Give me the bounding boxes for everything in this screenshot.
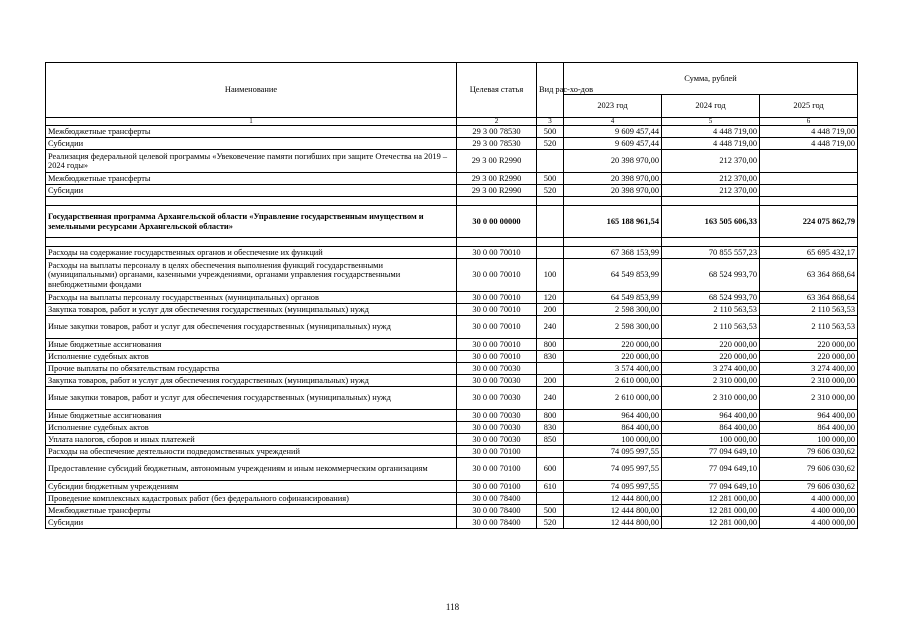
row-value-2023: 3 574 400,00 — [564, 363, 662, 375]
row-type — [537, 197, 564, 206]
row-name: Иные бюджетные ассигнования — [46, 339, 457, 351]
row-name: Исполнение судебных актов — [46, 422, 457, 434]
row-code: 30 0 00 00000 — [457, 206, 537, 238]
row-value-2025 — [760, 150, 858, 173]
row-value-2024 — [662, 238, 760, 247]
row-name: Межбюджетные трансферты — [46, 505, 457, 517]
row-code: 30 0 00 70030 — [457, 375, 537, 387]
table-row — [46, 458, 858, 481]
row-name: Государственная программа Архангельской области «Управление государственным имуществом и земельными ресурсами Архангельской области» — [46, 206, 457, 238]
row-name: Проведение комплексных кадастровых работ (без федерального софинансирования) — [46, 493, 457, 505]
table-row — [46, 197, 858, 206]
row-value-2024: 2 110 563,53 — [662, 304, 760, 316]
row-name: Расходы на обеспечение деятельности подведомственных учреждений — [46, 446, 457, 458]
row-value-2024: 220 000,00 — [662, 351, 760, 363]
row-value-2025 — [760, 173, 858, 185]
row-code: 29 3 00 78530 — [457, 138, 537, 150]
table-row — [46, 363, 858, 375]
row-code: 30 0 00 70030 — [457, 410, 537, 422]
row-type: 600 — [537, 458, 564, 481]
row-value-2024: 12 281 000,00 — [662, 493, 760, 505]
row-type — [537, 206, 564, 238]
row-type — [537, 247, 564, 259]
table-row — [46, 247, 858, 259]
row-value-2025: 4 400 000,00 — [760, 505, 858, 517]
row-value-2025: 79 606 030,62 — [760, 446, 858, 458]
header-sum: Сумма, рублей — [564, 63, 858, 95]
row-code: 30 0 00 78400 — [457, 505, 537, 517]
col-index: 5 — [662, 118, 760, 126]
table-row — [46, 173, 858, 185]
row-value-2024: 864 400,00 — [662, 422, 760, 434]
row-name: Субсидии — [46, 185, 457, 197]
row-name: Расходы на выплаты персоналу государственных (муниципальных) органов — [46, 292, 457, 304]
row-value-2025: 964 400,00 — [760, 410, 858, 422]
row-code: 30 0 00 70030 — [457, 363, 537, 375]
row-value-2024 — [662, 197, 760, 206]
table-row — [46, 292, 858, 304]
row-name: Субсидии — [46, 517, 457, 529]
row-value-2023: 9 609 457,44 — [564, 138, 662, 150]
row-value-2023: 864 400,00 — [564, 422, 662, 434]
row-value-2025: 3 274 400,00 — [760, 363, 858, 375]
row-value-2024: 4 448 719,00 — [662, 138, 760, 150]
row-value-2024: 3 274 400,00 — [662, 363, 760, 375]
header-name: Наименование — [46, 63, 457, 118]
row-value-2023: 165 188 961,54 — [564, 206, 662, 238]
table-body — [46, 126, 858, 529]
row-name: Межбюджетные трансферты — [46, 173, 457, 185]
col-index: 2 — [457, 118, 537, 126]
row-code: 29 3 00 R2990 — [457, 173, 537, 185]
row-value-2023: 74 095 997,55 — [564, 446, 662, 458]
row-value-2023: 64 549 853,99 — [564, 259, 662, 292]
row-type: 800 — [537, 339, 564, 351]
row-name: Иные закупки товаров, работ и услуг для обеспечения государственных (муниципальных) нужд — [46, 316, 457, 339]
row-type: 610 — [537, 481, 564, 493]
row-value-2025: 220 000,00 — [760, 339, 858, 351]
table-row — [46, 375, 858, 387]
row-name — [46, 197, 457, 206]
row-value-2024: 212 370,00 — [662, 173, 760, 185]
row-value-2024: 964 400,00 — [662, 410, 760, 422]
row-name: Субсидии — [46, 138, 457, 150]
row-value-2024: 163 505 606,33 — [662, 206, 760, 238]
row-value-2023: 12 444 800,00 — [564, 517, 662, 529]
row-value-2025: 4 448 719,00 — [760, 138, 858, 150]
row-code: 30 0 00 70010 — [457, 316, 537, 339]
budget-table — [45, 62, 858, 529]
row-value-2025: 63 364 868,64 — [760, 292, 858, 304]
row-value-2025 — [760, 197, 858, 206]
col-index: 6 — [760, 118, 858, 126]
row-code: 29 3 00 78530 — [457, 126, 537, 138]
row-value-2024: 77 094 649,10 — [662, 446, 760, 458]
row-type: 500 — [537, 173, 564, 185]
table-row — [46, 493, 858, 505]
col-index: 3 — [537, 118, 564, 126]
row-value-2024: 220 000,00 — [662, 339, 760, 351]
row-code: 30 0 00 70100 — [457, 446, 537, 458]
row-value-2025: 220 000,00 — [760, 351, 858, 363]
row-name: Закупка товаров, работ и услуг для обеспечения государственных (муниципальных) нужд — [46, 304, 457, 316]
table-row — [46, 387, 858, 410]
row-value-2025: 4 400 000,00 — [760, 517, 858, 529]
col-index: 1 — [46, 118, 457, 126]
row-type: 500 — [537, 505, 564, 517]
row-name: Иные закупки товаров, работ и услуг для обеспечения государственных (муниципальных) нужд — [46, 387, 457, 410]
table-row — [46, 422, 858, 434]
row-value-2025: 2 110 563,53 — [760, 316, 858, 339]
row-type: 240 — [537, 316, 564, 339]
row-value-2023: 2 610 000,00 — [564, 375, 662, 387]
row-type: 850 — [537, 434, 564, 446]
row-type — [537, 446, 564, 458]
row-type: 800 — [537, 410, 564, 422]
row-type: 120 — [537, 292, 564, 304]
row-name: Закупка товаров, работ и услуг для обеспечения государственных (муниципальных) нужд — [46, 375, 457, 387]
table-row — [46, 505, 858, 517]
row-code: 30 0 00 70010 — [457, 292, 537, 304]
table-row — [46, 259, 858, 292]
row-code: 29 3 00 R2990 — [457, 150, 537, 173]
row-value-2024: 70 855 557,23 — [662, 247, 760, 259]
table-row — [46, 339, 858, 351]
table-row — [46, 517, 858, 529]
row-code: 30 0 00 70010 — [457, 351, 537, 363]
row-value-2025 — [760, 185, 858, 197]
row-name: Уплата налогов, сборов и иных платежей — [46, 434, 457, 446]
row-type — [537, 238, 564, 247]
row-type: 200 — [537, 304, 564, 316]
row-value-2023: 74 095 997,55 — [564, 458, 662, 481]
row-code — [457, 197, 537, 206]
row-value-2025: 4 400 000,00 — [760, 493, 858, 505]
row-value-2025: 864 400,00 — [760, 422, 858, 434]
row-name: Исполнение судебных актов — [46, 351, 457, 363]
row-value-2023: 12 444 800,00 — [564, 493, 662, 505]
header-target: Целевая статья — [457, 63, 537, 118]
row-name: Субсидии бюджетным учреждениям — [46, 481, 457, 493]
row-value-2024: 12 281 000,00 — [662, 505, 760, 517]
row-name: Реализация федеральной целевой программы «Увековечение памяти погибших при защите Отечества на 2019 – 2024 годы» — [46, 150, 457, 173]
row-value-2025: 224 075 862,79 — [760, 206, 858, 238]
row-type — [537, 150, 564, 173]
row-name: Прочие выплаты по обязательствам государства — [46, 363, 457, 375]
table-row — [46, 126, 858, 138]
row-type: 830 — [537, 422, 564, 434]
row-code: 30 0 00 78400 — [457, 493, 537, 505]
row-value-2025: 2 110 563,53 — [760, 304, 858, 316]
row-code: 30 0 00 70010 — [457, 259, 537, 292]
row-value-2023: 64 549 853,99 — [564, 292, 662, 304]
row-value-2025: 65 695 432,17 — [760, 247, 858, 259]
row-value-2023: 20 398 970,00 — [564, 150, 662, 173]
table-row — [46, 238, 858, 247]
row-name: Расходы на содержание государственных органов и обеспечение их функций — [46, 247, 457, 259]
row-value-2023: 20 398 970,00 — [564, 173, 662, 185]
row-code: 30 0 00 70030 — [457, 434, 537, 446]
row-code: 30 0 00 70010 — [457, 339, 537, 351]
row-value-2023: 2 598 300,00 — [564, 316, 662, 339]
row-value-2023: 9 609 457,44 — [564, 126, 662, 138]
row-code: 30 0 00 70010 — [457, 247, 537, 259]
row-value-2023: 67 368 153,99 — [564, 247, 662, 259]
row-type — [537, 363, 564, 375]
page-number: 118 — [445, 602, 460, 612]
row-value-2023: 74 095 997,55 — [564, 481, 662, 493]
table-row — [46, 185, 858, 197]
row-value-2024: 212 370,00 — [662, 150, 760, 173]
row-code: 30 0 00 70010 — [457, 304, 537, 316]
row-type: 200 — [537, 375, 564, 387]
row-value-2025: 2 310 000,00 — [760, 387, 858, 410]
row-value-2025: 79 606 030,62 — [760, 481, 858, 493]
table-row — [46, 150, 858, 173]
header-2024: 2024 год — [662, 95, 760, 118]
header-2025: 2025 год — [760, 95, 858, 118]
row-type: 520 — [537, 517, 564, 529]
header-2023: 2023 год — [564, 95, 662, 118]
row-name: Межбюджетные трансферты — [46, 126, 457, 138]
row-value-2024: 2 110 563,53 — [662, 316, 760, 339]
row-value-2024: 212 370,00 — [662, 185, 760, 197]
row-type: 100 — [537, 259, 564, 292]
row-code — [457, 238, 537, 247]
row-value-2024: 100 000,00 — [662, 434, 760, 446]
row-type: 520 — [537, 185, 564, 197]
row-type: 240 — [537, 387, 564, 410]
table-row — [46, 138, 858, 150]
row-value-2023: 2 610 000,00 — [564, 387, 662, 410]
row-value-2023 — [564, 238, 662, 247]
row-value-2025: 4 448 719,00 — [760, 126, 858, 138]
row-code: 30 0 00 70030 — [457, 387, 537, 410]
row-value-2024: 2 310 000,00 — [662, 375, 760, 387]
row-value-2023 — [564, 197, 662, 206]
row-name — [46, 238, 457, 247]
row-code: 29 3 00 R2990 — [457, 185, 537, 197]
row-code: 30 0 00 70100 — [457, 458, 537, 481]
row-value-2025 — [760, 238, 858, 247]
row-value-2023: 964 400,00 — [564, 410, 662, 422]
row-value-2023: 100 000,00 — [564, 434, 662, 446]
row-type — [537, 493, 564, 505]
row-value-2024: 12 281 000,00 — [662, 517, 760, 529]
row-type: 830 — [537, 351, 564, 363]
table-row — [46, 446, 858, 458]
row-value-2024: 77 094 649,10 — [662, 458, 760, 481]
row-value-2024: 4 448 719,00 — [662, 126, 760, 138]
row-value-2025: 63 364 868,64 — [760, 259, 858, 292]
row-value-2024: 68 524 993,70 — [662, 259, 760, 292]
row-type: 520 — [537, 138, 564, 150]
col-index: 4 — [564, 118, 662, 126]
row-value-2025: 100 000,00 — [760, 434, 858, 446]
row-value-2023: 220 000,00 — [564, 351, 662, 363]
row-value-2025: 79 606 030,62 — [760, 458, 858, 481]
row-value-2024: 77 094 649,10 — [662, 481, 760, 493]
row-value-2024: 68 524 993,70 — [662, 292, 760, 304]
table-row — [46, 351, 858, 363]
table-row — [46, 410, 858, 422]
row-value-2023: 220 000,00 — [564, 339, 662, 351]
table-row — [46, 481, 858, 493]
row-code: 30 0 00 78400 — [457, 517, 537, 529]
table-row — [46, 304, 858, 316]
table-row — [46, 316, 858, 339]
row-value-2023: 20 398 970,00 — [564, 185, 662, 197]
row-value-2025: 2 310 000,00 — [760, 375, 858, 387]
row-code: 30 0 00 70100 — [457, 481, 537, 493]
row-value-2023: 2 598 300,00 — [564, 304, 662, 316]
row-name: Расходы на выплаты персоналу в целях обеспечения выполнения функций государственными (муниципальными) органами, казенными учреждениями, органами управления государственными внебюджетными фондами — [46, 259, 457, 292]
header-type: Вид рас-хо-дов — [537, 63, 564, 118]
row-name: Иные бюджетные ассигнования — [46, 410, 457, 422]
row-type: 500 — [537, 126, 564, 138]
row-name: Предоставление субсидий бюджетным, автономным учреждениям и иным некоммерческим организациям — [46, 458, 457, 481]
row-value-2023: 12 444 800,00 — [564, 505, 662, 517]
table-row — [46, 206, 858, 238]
table-row — [46, 434, 858, 446]
row-value-2024: 2 310 000,00 — [662, 387, 760, 410]
row-code: 30 0 00 70030 — [457, 422, 537, 434]
